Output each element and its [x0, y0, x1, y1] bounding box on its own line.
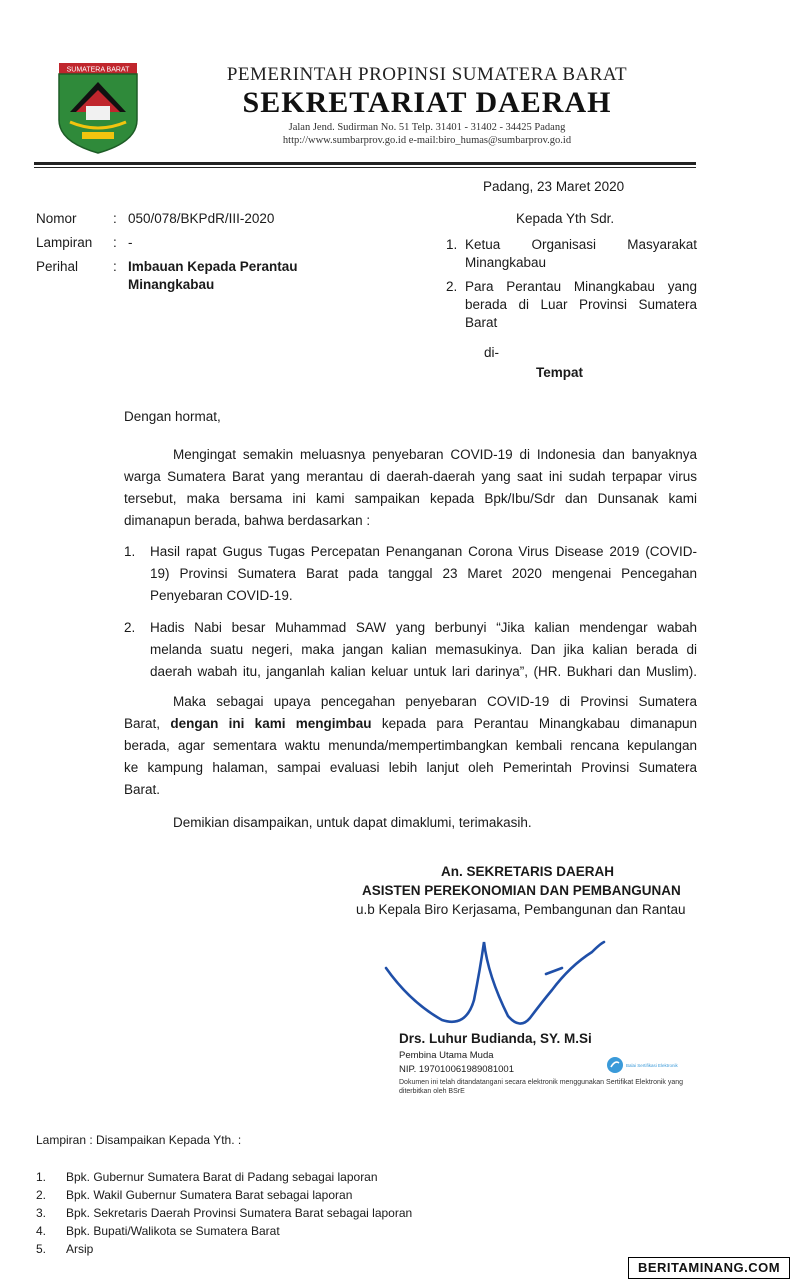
list-1-num: 1.	[124, 544, 136, 559]
list-2-num: 2.	[124, 620, 136, 635]
lampiran-4-text: Bpk. Bupati/Walikota se Sumatera Barat	[66, 1224, 280, 1238]
lampiran-3-num: 3.	[36, 1206, 47, 1220]
p2-line2-emphasis: dengan ini kami mengimbau	[170, 716, 372, 731]
emblem-banner-text: SUMATERA BARAT	[66, 66, 130, 74]
p2-line2	[124, 715, 697, 733]
p1-line2: warga Sumatera Barat yang merantau di daerah-daerah yang saat ini sudah terpapar virus	[124, 469, 697, 484]
greeting: Dengan hormat,	[124, 409, 221, 424]
letterhead-rule-thick	[34, 162, 696, 165]
list-1-line3: Penyebaran COVID-19.	[150, 588, 293, 603]
lampiran-2-num: 2.	[36, 1188, 47, 1202]
signature-ub: u.b Kepala Biro Kerjasama, Pembangunan dan Rantau	[356, 902, 686, 917]
recipient-di: di-	[484, 345, 500, 360]
bsre-seal	[606, 1056, 678, 1074]
p2-line3: berada, agar sementara waktu menunda/mempertimbangkan kembali rencana kepulangan	[124, 738, 697, 753]
nomor-label: Nomor	[36, 211, 77, 226]
list-2-line1: Hadis Nabi besar Muhammad SAW yang berbunyi “Jika kalian mendengar wabah	[150, 620, 697, 635]
list-2-line2: melanda suatu negeri, maka jangan kalian memasukinya. Dan jika kalian berada di	[150, 642, 697, 657]
letterhead-address: Jalan Jend. Sudirman No. 51 Telp. 31401 - 31402 - 34425 Padang	[288, 122, 566, 133]
recipient-2-line1: Para Perantau Minangkabau yang	[465, 279, 697, 294]
lampiran-2-text: Bpk. Wakil Gubernur Sumatera Barat sebagai laporan	[66, 1188, 353, 1202]
perihal-line1: Imbauan Kepada Perantau	[128, 259, 298, 274]
perihal-colon: :	[113, 259, 117, 274]
lampiran-3-text: Bpk. Sekretaris Daerah Provinsi Sumatera Barat sebagai laporan	[66, 1206, 413, 1220]
p1-line4: dimanapun berada, bahwa berdasarkan :	[124, 513, 371, 528]
p2-line4: ke kampung halaman, sampai evaluasi lebih lanjut oleh Pemerintah Provinsi Sumatera	[124, 760, 697, 775]
nomor-colon: :	[113, 211, 117, 226]
closing: Demikian disampaikan, untuk dapat dimaklumi, terimakasih.	[173, 815, 532, 830]
lampiran-colon: :	[113, 235, 117, 250]
lampiran-heading: Lampiran : Disampaikan Kepada Yth. :	[36, 1133, 242, 1147]
bsre-seal-text: Balai Sertifikasi Elektronik	[626, 1063, 678, 1068]
place-date: Padang, 23 Maret 2020	[483, 179, 625, 194]
nomor-value: 050/078/BKPdR/III-2020	[128, 211, 275, 226]
recipient-tempat: Tempat	[536, 365, 584, 380]
lampiran-1-num: 1.	[36, 1170, 47, 1184]
letterhead-rule-thin	[34, 167, 696, 168]
p2-line1: Maka sebagai upaya pencegahan penyebaran COVID-19 di Provinsi Sumatera	[173, 694, 697, 709]
signature-an: An. SEKRETARIS DAERAH	[441, 864, 615, 879]
recipient-heading: Kepada Yth Sdr.	[516, 211, 615, 226]
recipient-2-num: 2.	[446, 279, 458, 294]
lampiran-5-text: Arsip	[66, 1242, 94, 1256]
recipient-2-line2: berada di Luar Provinsi Sumatera	[465, 297, 697, 312]
p2-line2-pre: Barat,	[124, 716, 171, 731]
recipient-2-line3: Barat	[465, 315, 498, 330]
province-emblem-logo	[56, 60, 140, 156]
site-watermark-text: BERITAMINANG.COM	[637, 1260, 781, 1275]
perihal-label: Perihal	[36, 259, 79, 274]
lampiran-4-num: 4.	[36, 1224, 47, 1238]
signature-nip: NIP. 197010061989081001	[399, 1064, 514, 1075]
letterhead-office: SEKRETARIAT DAERAH	[242, 86, 612, 119]
p2-line5: Barat.	[124, 782, 161, 797]
lampiran-value: -	[128, 235, 133, 250]
lampiran-1-text: Bpk. Gubernur Sumatera Barat di Padang sebagai laporan	[66, 1170, 378, 1184]
recipient-1-num: 1.	[446, 237, 458, 252]
p1-line1: Mengingat semakin meluasnya penyebaran COVID-19 di Indonesia dan banyaknya	[173, 447, 697, 462]
p1-line3: tersebut, maka bersama ini kami sampaikan kepada Bpk/Ibu/Sdr dan Dunsanak kami	[124, 491, 697, 506]
handwritten-signature	[380, 930, 630, 1030]
lampiran-label: Lampiran	[36, 235, 93, 250]
site-watermark	[628, 1257, 790, 1279]
letterhead-website: http://www.sumbarprov.go.id e-mail:biro_humas@sumbarprov.go.id	[282, 135, 572, 146]
list-1-line2: 19) Provinsi Sumatera Barat pada tanggal 23 Maret 2020 mengenai Pencegahan	[150, 566, 697, 581]
recipient-1-line2: Minangkabau	[465, 255, 547, 270]
lampiran-5-num: 5.	[36, 1242, 47, 1256]
e-sign-note-line2: diterbitkan oleh BSrE	[399, 1088, 465, 1095]
signature-name: Drs. Luhur Budianda, SY. M.Si	[399, 1031, 592, 1046]
recipient-1-line1: Ketua Organisasi Masyarakat	[465, 237, 697, 252]
list-2-line3: daerah wabah itu, janganlah kalian keluar untuk lari darinya”, (HR. Bukhari dan Muslim).	[150, 664, 697, 679]
list-1-line1: Hasil rapat Gugus Tugas Percepatan Penanganan Corona Virus Disease 2019 (COVID-	[150, 544, 697, 559]
letterhead-government: PEMERINTAH PROPINSI SUMATERA BARAT	[226, 64, 628, 85]
e-sign-note-line1: Dokumen ini telah ditandatangani secara elektronik menggunakan Sertifikat Elektronik yang	[399, 1079, 684, 1086]
signature-asisten: ASISTEN PEREKONOMIAN DAN PEMBANGUNAN	[362, 883, 681, 898]
signature-rank: Pembina Utama Muda	[399, 1050, 494, 1061]
p2-line2-post: kepada para Perantau Minangkabau dimanapun	[371, 716, 697, 731]
perihal-line2: Minangkabau	[128, 277, 215, 292]
